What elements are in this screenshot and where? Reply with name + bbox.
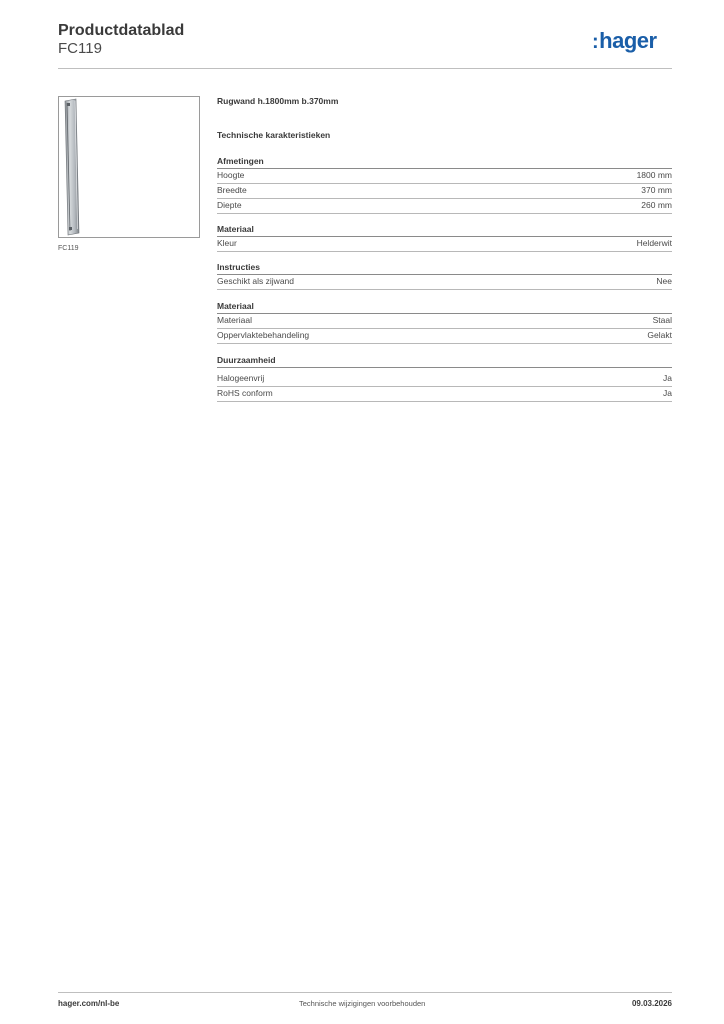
header-divider <box>58 68 672 69</box>
spec-value: 370 mm <box>641 185 672 195</box>
spec-key: Kleur <box>217 238 237 248</box>
spec-value: Ja <box>663 388 672 398</box>
section-title-afmetingen: Afmetingen <box>217 156 672 169</box>
spec-value: Ja <box>663 373 672 383</box>
logo-text: hager <box>599 28 657 53</box>
spec-row <box>217 237 672 252</box>
spec-value: Staal <box>652 315 672 325</box>
spec-key: Geschikt als zijwand <box>217 276 295 286</box>
spec-key: Diepte <box>217 200 242 210</box>
spec-key: Oppervlaktebehandeling <box>217 330 310 340</box>
spec-key: Materiaal <box>217 315 252 325</box>
spec-key: Halogeenvrij <box>217 373 265 383</box>
tech-characteristics-title: Technische karakteristieken <box>217 130 331 140</box>
spec-key: Hoogte <box>217 170 245 180</box>
product-image <box>58 96 200 238</box>
spec-value: Gelakt <box>647 330 672 340</box>
hager-logo: :hager <box>592 28 657 53</box>
footer-date: 09.03.2026 <box>631 999 672 1008</box>
page-title: Productdatablad <box>58 22 185 39</box>
section-title-materiaal: Materiaal <box>217 224 672 237</box>
spec-value: 260 mm <box>641 200 672 210</box>
spec-key: RoHS conform <box>217 388 273 398</box>
section-title-duurzaamheid: Duurzaamheid <box>217 355 672 368</box>
spec-row <box>217 184 672 199</box>
spec-row <box>217 275 672 290</box>
footer-divider <box>58 992 672 993</box>
footer-disclaimer: Technische wijzigingen voorbehouden <box>299 999 426 1008</box>
spec-key: Breedte <box>217 185 247 195</box>
spec-row <box>217 169 672 184</box>
spec-row <box>217 387 672 402</box>
image-caption: FC119 <box>58 245 79 252</box>
spec-row <box>217 372 672 387</box>
rear-panel-illustration <box>59 97 199 237</box>
product-description: Rugwand h.1800mm b.370mm <box>217 96 339 106</box>
spec-row <box>217 329 672 344</box>
product-code: FC119 <box>58 40 102 57</box>
spec-value: 1800 mm <box>636 170 672 180</box>
spec-value: Nee <box>656 276 672 286</box>
section-title-instructies: Instructies <box>217 262 672 275</box>
spec-row <box>217 199 672 214</box>
footer-website-link[interactable]: hager.com/nl-be <box>58 999 120 1008</box>
section-title-materiaal-2: Materiaal <box>217 301 672 314</box>
spec-row <box>217 314 672 329</box>
spec-value: Helderwit <box>636 238 672 248</box>
